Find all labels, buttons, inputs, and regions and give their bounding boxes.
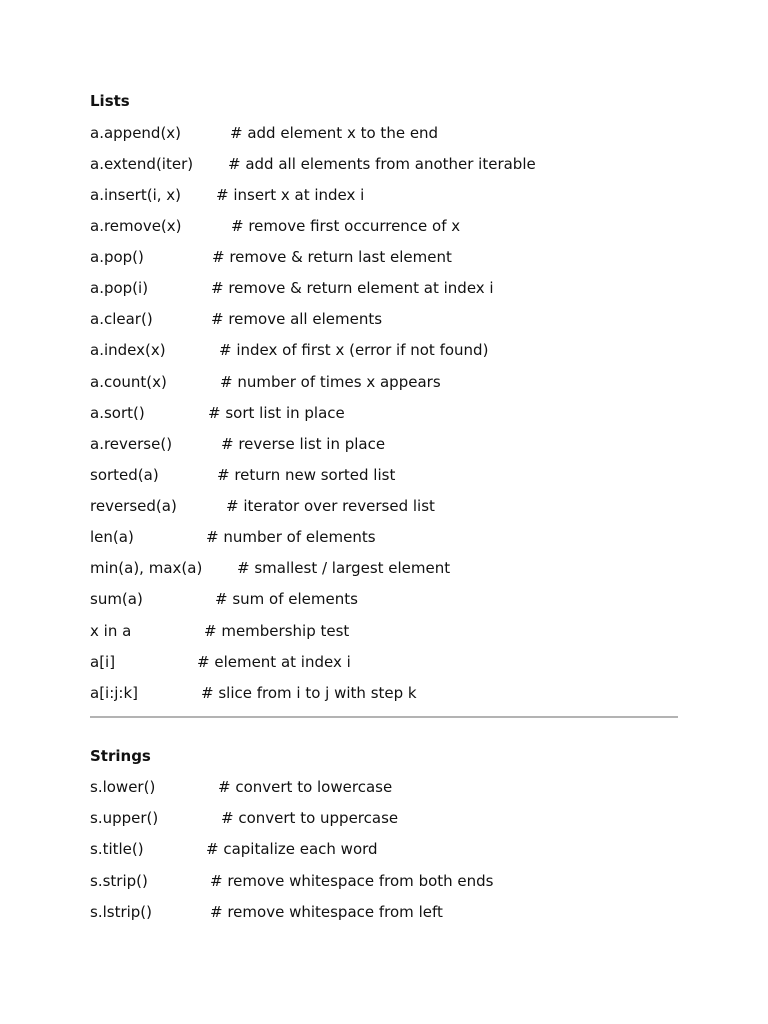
- comment-text: # reverse list in place: [221, 435, 386, 453]
- comment-text: # element at index i: [197, 653, 351, 671]
- code-text: a.index(x): [90, 341, 166, 359]
- comment-text: # add element x to the end: [230, 124, 439, 142]
- code-text: reversed(a): [90, 497, 177, 515]
- code-text: sorted(a): [90, 466, 159, 484]
- code-text: a.append(x): [90, 124, 182, 142]
- code-text: a.insert(i, x): [90, 186, 182, 204]
- list-item: [90, 903, 443, 921]
- lists-section-title: Lists: [90, 92, 130, 110]
- comment-text: # add all elements from another iterable: [228, 155, 536, 173]
- comment-text: # remove whitespace from both ends: [210, 872, 494, 890]
- comment-text: # smallest / largest element: [237, 559, 451, 577]
- code-text: len(a): [90, 528, 134, 546]
- code-text: x in a: [90, 622, 132, 640]
- code-text: a.sort(): [90, 404, 145, 422]
- comment-text: # membership test: [204, 622, 350, 640]
- comment-text: # remove first occurrence of x: [231, 217, 461, 235]
- comment-text: # remove whitespace from left: [210, 903, 443, 921]
- code-text: s.upper(): [90, 809, 159, 827]
- list-item: [90, 341, 488, 359]
- code-text: a.remove(x): [90, 217, 182, 235]
- list-item: [90, 404, 345, 422]
- code-text: s.title(): [90, 840, 144, 858]
- list-item: [90, 155, 536, 173]
- comment-text: # slice from i to j with step k: [201, 684, 417, 702]
- comment-text: # remove & return element at index i: [211, 279, 494, 297]
- list-item: [90, 653, 351, 671]
- comment-text: # remove all elements: [211, 310, 383, 328]
- comment-text: # return new sorted list: [217, 466, 396, 484]
- list-item: [90, 872, 494, 890]
- list-item: [90, 528, 376, 546]
- comment-text: # number of elements: [206, 528, 376, 546]
- code-text: sum(a): [90, 590, 143, 608]
- code-text: min(a), max(a): [90, 559, 203, 577]
- list-item: [90, 248, 452, 266]
- code-text: s.strip(): [90, 872, 148, 890]
- comment-text: # iterator over reversed list: [226, 497, 435, 515]
- list-item: [90, 778, 392, 796]
- comment-text: # remove & return last element: [212, 248, 452, 266]
- code-text: a.count(x): [90, 373, 167, 391]
- list-item: [90, 466, 395, 484]
- code-text: a.reverse(): [90, 435, 173, 453]
- list-item: [90, 124, 438, 142]
- list-item: [90, 559, 450, 577]
- comment-text: # sum of elements: [215, 590, 358, 608]
- list-item: [90, 840, 378, 858]
- code-text: a[i]: [90, 653, 116, 671]
- list-item: [90, 590, 358, 608]
- comment-text: # capitalize each word: [206, 840, 378, 858]
- list-item: [90, 809, 398, 827]
- list-item: [90, 684, 417, 702]
- code-text: a[i:j:k]: [90, 684, 139, 702]
- list-item: [90, 186, 364, 204]
- comment-text: # sort list in place: [208, 404, 345, 422]
- code-text: a.pop(i): [90, 279, 149, 297]
- code-text: a.extend(iter): [90, 155, 194, 173]
- list-item: [90, 310, 382, 328]
- code-text: a.pop(): [90, 248, 144, 266]
- list-item: [90, 217, 460, 235]
- list-item: [90, 435, 385, 453]
- comment-text: # insert x at index i: [216, 186, 365, 204]
- comment-text: # index of first x (error if not found): [219, 341, 489, 359]
- comment-text: # convert to lowercase: [218, 778, 393, 796]
- list-item: [90, 622, 349, 640]
- list-item: [90, 279, 494, 297]
- code-text: s.lstrip(): [90, 903, 153, 921]
- comment-text: # convert to uppercase: [221, 809, 399, 827]
- list-item: [90, 497, 435, 515]
- code-text: a.clear(): [90, 310, 153, 328]
- list-item: [90, 373, 441, 391]
- comment-text: # number of times x appears: [220, 373, 441, 391]
- section-divider: [90, 716, 678, 718]
- code-text: s.lower(): [90, 778, 156, 796]
- strings-section-title: Strings: [90, 747, 151, 765]
